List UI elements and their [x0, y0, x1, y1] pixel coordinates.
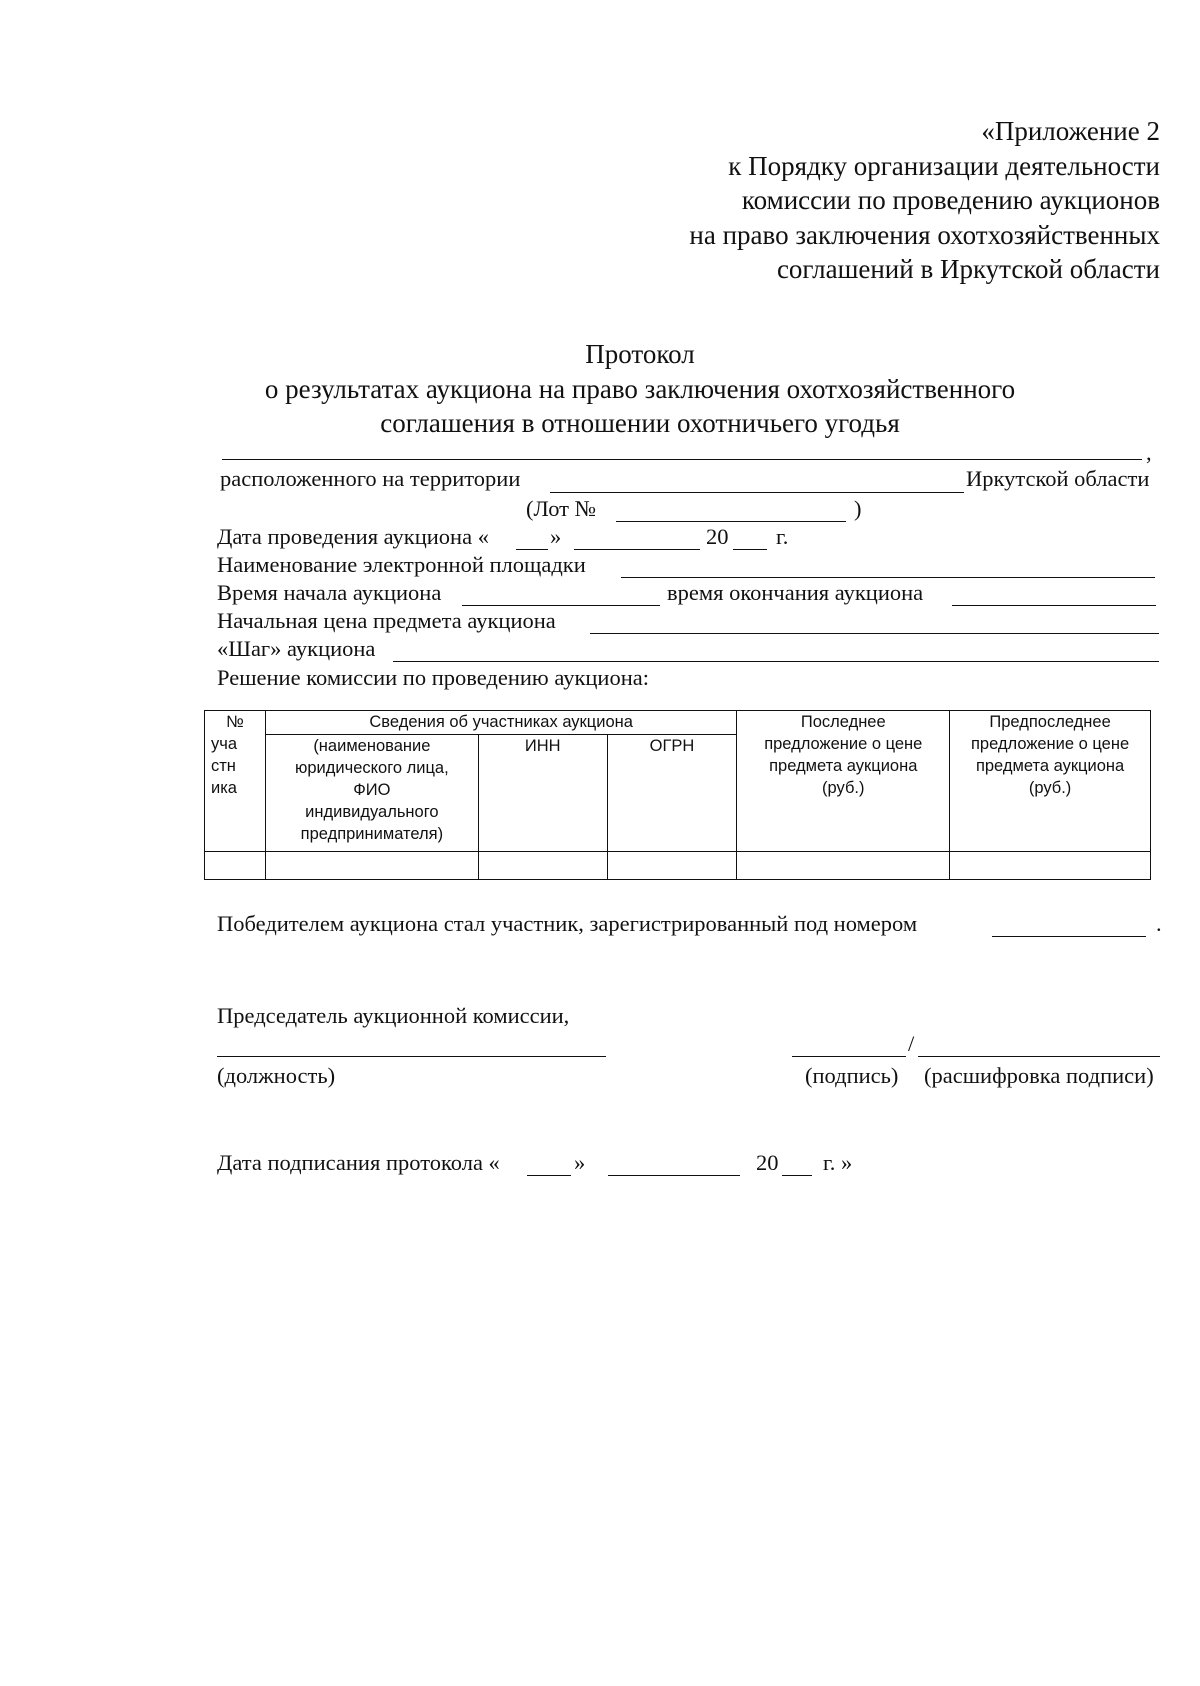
col-name-line: юридического лица,: [295, 759, 449, 777]
signature-decode-blank[interactable]: [918, 1056, 1160, 1057]
cell-last-offer[interactable]: [737, 852, 950, 880]
col-group-participants-info: Сведения об участниках аукциона: [265, 711, 736, 735]
auction-year-suffix: г.: [776, 524, 789, 549]
table-row: [205, 852, 1151, 880]
col-participant-name: [265, 735, 478, 852]
signature-decode-caption: (расшифровка подписи): [924, 1063, 1154, 1088]
appendix-line: соглашений в Иркутской области: [776, 254, 1160, 284]
participants-table: [204, 710, 1151, 880]
cell-inn[interactable]: [478, 852, 607, 880]
auction-month-blank[interactable]: [574, 549, 700, 550]
col-last-offer-line: предложение о цене: [764, 735, 923, 753]
end-time-blank[interactable]: [952, 605, 1156, 606]
start-price-blank[interactable]: [590, 633, 1159, 634]
signing-date-quote-close: »: [574, 1150, 586, 1175]
signing-year-prefix: 20: [756, 1150, 779, 1175]
chairman-label: Председатель аукционной комиссии,: [217, 1003, 570, 1028]
col-last-offer-line: предмета аукциона: [769, 757, 918, 775]
start-time-label: Время начала аукциона: [217, 580, 442, 605]
col-prelast-offer: [950, 711, 1151, 852]
auction-day-blank[interactable]: [516, 549, 548, 550]
col-prelast-offer-line: Предпоследнее: [989, 713, 1111, 731]
start-time-blank[interactable]: [462, 605, 660, 606]
col-name-line: индивидуального: [305, 803, 439, 821]
step-label: «Шаг» аукциона: [217, 636, 376, 661]
col-name-line: ФИО: [353, 781, 391, 799]
winner-number-blank[interactable]: [992, 936, 1146, 937]
appendix-line: к Порядку организации деятельности: [728, 150, 1160, 181]
col-num-text: ика: [211, 779, 237, 797]
step-blank[interactable]: [393, 661, 1159, 662]
appendix-header: [689, 114, 1160, 287]
comma: ,: [1146, 440, 1152, 465]
territory-blank[interactable]: [550, 492, 964, 493]
document-subtitle-line1: о результатах аукциона на право заключения охотхозяйственного: [264, 374, 1016, 404]
col-last-offer-line: (руб.): [822, 779, 865, 797]
appendix-line: «Приложение 2: [981, 116, 1160, 146]
document-title: Протокол: [585, 339, 695, 369]
auction-date-quote-close: »: [550, 524, 562, 549]
auction-year-prefix: 20: [706, 524, 729, 549]
table-header-row: [205, 711, 1151, 735]
col-num-symbol: №: [226, 713, 244, 731]
col-last-offer-line: Последнее: [800, 713, 886, 731]
appendix-line: на право заключения охотхозяйственных: [689, 219, 1160, 250]
signature-blank[interactable]: [792, 1056, 906, 1057]
cell-participant-name[interactable]: [265, 852, 478, 880]
col-participant-number: [205, 711, 266, 852]
winner-label: Победителем аукциона стал участник, зарегистрированный под номером: [217, 911, 918, 936]
signing-day-blank[interactable]: [527, 1175, 571, 1176]
cell-prelast-offer[interactable]: [950, 852, 1151, 880]
position-caption: (должность): [217, 1063, 336, 1088]
signing-year-suffix: г. »: [823, 1150, 853, 1175]
hunting-ground-blank[interactable]: [222, 459, 1142, 460]
platform-blank[interactable]: [621, 577, 1155, 578]
signature-slash: /: [908, 1031, 915, 1056]
col-prelast-offer-line: (руб.): [1028, 779, 1072, 797]
lot-number-blank[interactable]: [616, 521, 846, 522]
auction-year-blank[interactable]: [733, 549, 767, 550]
document-subtitle-line2: соглашения в отношении охотничьего угодья: [380, 408, 900, 438]
col-last-offer: [737, 711, 950, 852]
lot-label: (Лот №: [526, 496, 597, 521]
col-name-line: (наименование: [313, 737, 431, 755]
signing-month-blank[interactable]: [608, 1175, 740, 1176]
winner-period: .: [1156, 911, 1162, 936]
territory-label: расположенного на территории: [220, 466, 521, 491]
col-num-text: уча: [211, 735, 238, 753]
col-prelast-offer-line: предмета аукциона: [975, 757, 1125, 775]
signing-date-label: Дата подписания протокола «: [217, 1150, 500, 1175]
decision-label: Решение комиссии по проведению аукциона:: [217, 665, 650, 690]
col-ogrn: ОГРН: [607, 735, 737, 852]
position-blank[interactable]: [217, 1056, 606, 1057]
lot-close-paren: ): [854, 496, 862, 521]
appendix-line: комиссии по проведению аукционов: [741, 185, 1160, 215]
signing-year-blank[interactable]: [782, 1175, 812, 1176]
col-name-line: предпринимателя): [300, 825, 444, 843]
start-price-label: Начальная цена предмета аукциона: [217, 608, 556, 633]
auction-date-label: Дата проведения аукциона «: [217, 524, 489, 549]
territory-suffix: Иркутской области: [966, 466, 1150, 491]
col-num-text: стн: [211, 757, 236, 775]
col-inn: ИНН: [478, 735, 607, 852]
cell-ogrn[interactable]: [607, 852, 737, 880]
end-time-label: время окончания аукциона: [667, 580, 924, 605]
cell-participant-number[interactable]: [205, 852, 266, 880]
col-prelast-offer-line: предложение о цене: [970, 735, 1130, 753]
platform-label: Наименование электронной площадки: [217, 552, 586, 577]
signature-caption: (подпись): [805, 1063, 899, 1088]
